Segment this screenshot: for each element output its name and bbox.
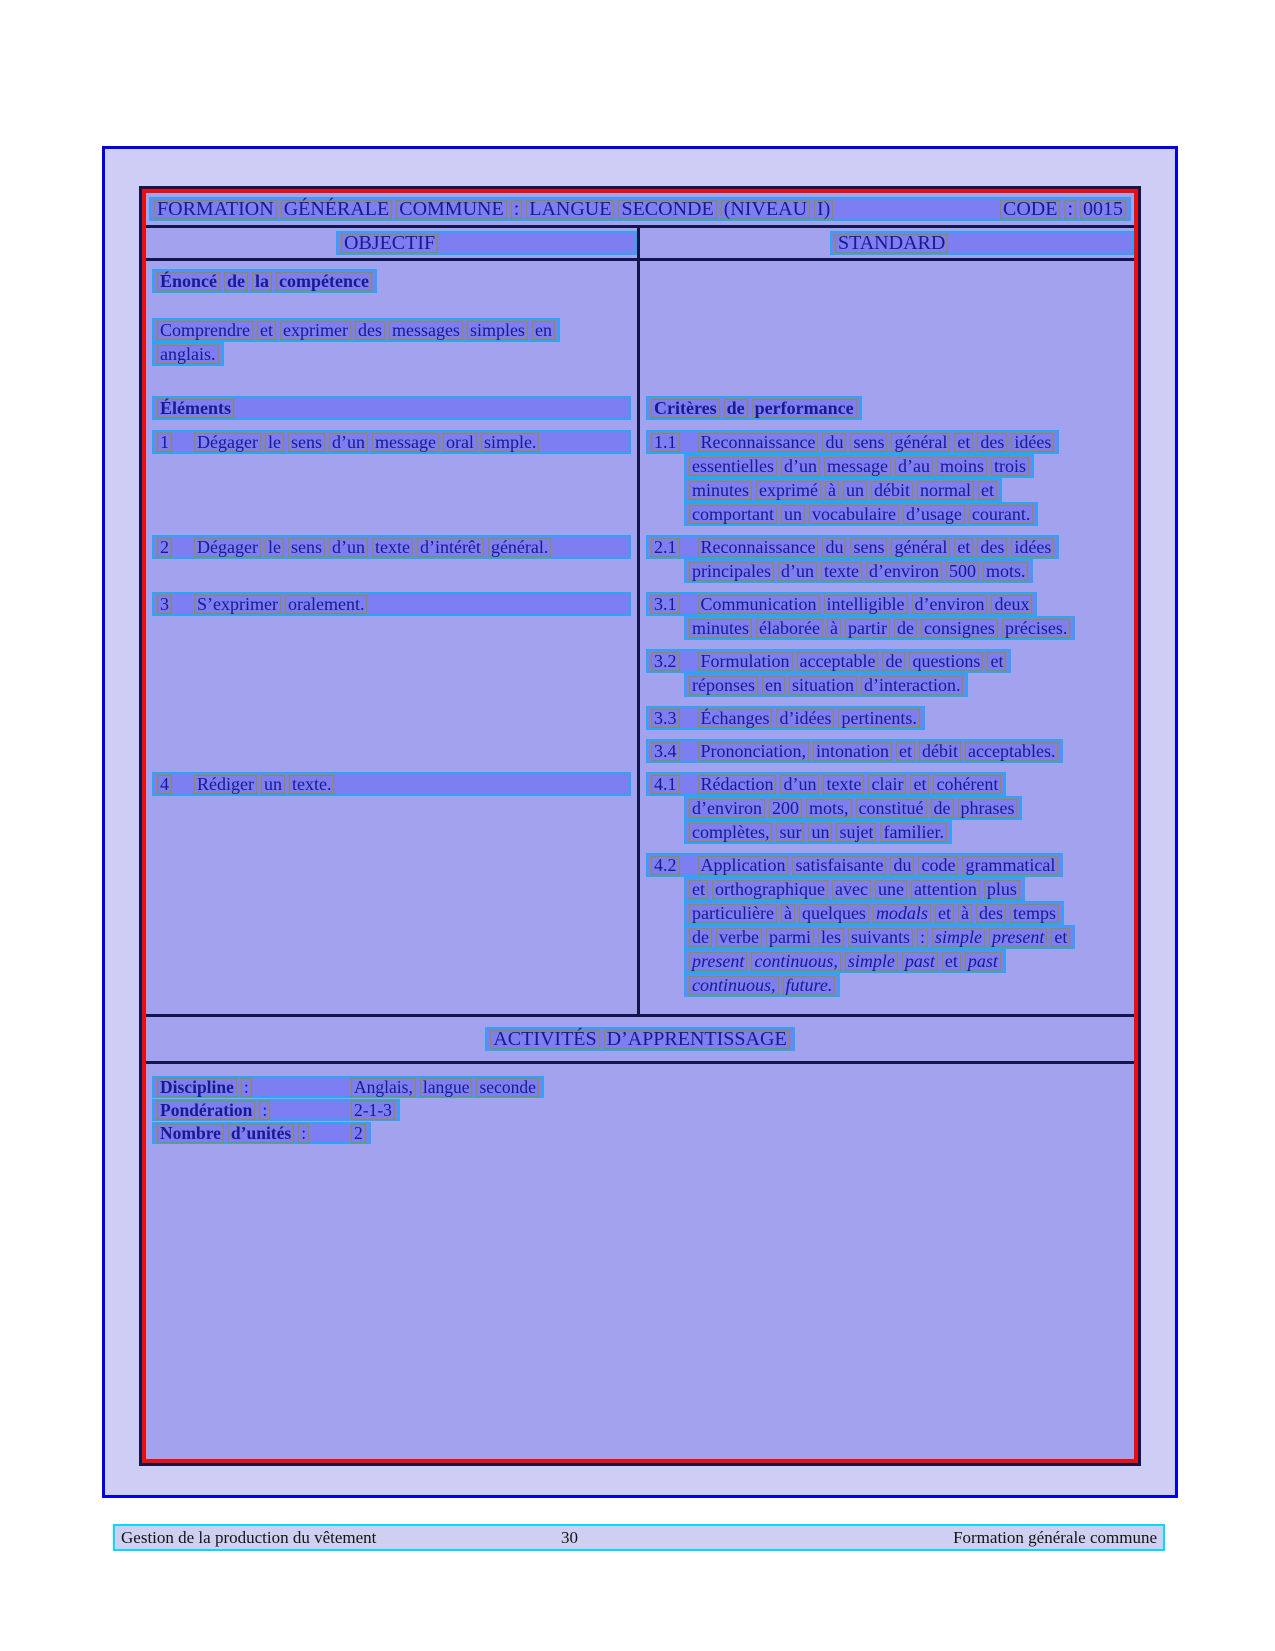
word: élaborée [756, 619, 823, 638]
text-line-box [646, 853, 1063, 877]
word: 3.1 [651, 595, 680, 614]
objectif-item [152, 592, 631, 616]
word: et [954, 433, 973, 452]
objectif-column-header [336, 231, 637, 255]
word: à [827, 619, 841, 638]
word: D’APPRENTISSAGE [604, 1030, 790, 1049]
standard-column-header [830, 231, 1134, 255]
word: le [265, 538, 284, 557]
objectif-item [152, 535, 631, 559]
criteria-line [646, 502, 1128, 526]
word: grammatical [962, 856, 1058, 875]
word: vocabulaire [809, 505, 899, 524]
word: Reconnaissance [698, 433, 819, 452]
text-line-box [646, 649, 1011, 673]
word: normal [917, 481, 974, 500]
word: : [511, 200, 523, 219]
word: réponses [689, 676, 758, 695]
word: des [977, 538, 1007, 557]
detail-line-box [152, 1099, 400, 1121]
word: Énoncé [157, 272, 220, 291]
word: pertinents. [838, 709, 919, 728]
text-line-box [684, 925, 1075, 949]
word: intonation [813, 742, 892, 761]
word: complètes, [689, 823, 772, 842]
word: SECONDE [618, 200, 716, 219]
word: Anglais, [351, 1078, 416, 1097]
word: courant. [969, 505, 1033, 524]
document-title-line [149, 197, 1131, 221]
word: Dégager [194, 433, 261, 452]
word: S’exprimer [194, 595, 281, 614]
word: partir [845, 619, 890, 638]
word: d’environ [866, 562, 942, 581]
text-line-box [152, 269, 377, 293]
word: et [910, 775, 929, 794]
word: continuous, [751, 952, 841, 971]
code-group [1000, 197, 1126, 220]
word: anglais. [157, 345, 219, 364]
word: des [355, 321, 385, 340]
enonce-paragraph-line [152, 342, 631, 366]
word: texte [823, 775, 864, 794]
word: Comprendre [157, 321, 253, 340]
word: sur [776, 823, 804, 842]
criteria-line [646, 649, 1128, 673]
word: exprimé [756, 481, 821, 500]
word: et [1051, 928, 1070, 947]
criteria-line [646, 454, 1128, 478]
criteria-block [646, 430, 1128, 526]
word: STANDARD [835, 234, 948, 253]
word: 500 [946, 562, 979, 581]
word: et [942, 952, 961, 971]
criteria-line [646, 853, 1128, 877]
word: d’environ [912, 595, 988, 614]
word: deux [991, 595, 1032, 614]
word: 2 [157, 538, 172, 557]
word: sujet [836, 823, 876, 842]
criteria-block [646, 592, 1128, 640]
word: 3.3 [651, 709, 680, 728]
word: messages [389, 321, 463, 340]
word: et [954, 538, 973, 557]
word: ACTIVITÉS [490, 1030, 599, 1049]
word: général. [488, 538, 551, 557]
word: COMMUNE [396, 200, 506, 219]
word: 3 [157, 595, 172, 614]
word: 1 [157, 433, 172, 452]
word: orthographique [712, 880, 828, 899]
word: et [257, 321, 276, 340]
word: d’un [329, 538, 368, 557]
word: en [532, 321, 555, 340]
text-line-box [684, 949, 1006, 973]
word: message [372, 433, 439, 452]
word: Dégager [194, 538, 261, 557]
main-content-row [146, 261, 1134, 1017]
word: Discipline [157, 1078, 237, 1097]
word: : [241, 1078, 252, 1097]
word: Rédiger [194, 775, 257, 794]
word: past [902, 952, 938, 971]
objectif-item [152, 430, 631, 454]
word: essentielles [689, 457, 777, 476]
text-line-box [646, 592, 1037, 616]
text-line-box [152, 772, 631, 796]
criteria-line [646, 877, 1128, 901]
criteria-line [646, 535, 1128, 559]
column-header-row [146, 228, 1134, 261]
word: et [978, 481, 997, 500]
criteria-line [646, 925, 1128, 949]
criteria-line [646, 739, 1128, 763]
footer-document-title: Gestion de la production du vêtement [121, 1527, 377, 1547]
elements-header [152, 396, 631, 420]
detail-label [157, 1101, 347, 1120]
word: OBJECTIF [341, 234, 438, 253]
word: et [896, 742, 915, 761]
word: attention [911, 880, 980, 899]
word: à [825, 481, 839, 500]
word: à [958, 904, 972, 923]
text-line-box [684, 796, 1022, 820]
word: 3.2 [651, 652, 680, 671]
criteria-line [646, 772, 1128, 796]
word: d’interaction. [861, 676, 963, 695]
word: GÉNÉRALE [281, 200, 393, 219]
word: minutes [689, 619, 752, 638]
word: message [824, 457, 891, 476]
word: LANGUE [526, 200, 614, 219]
criteria-line [646, 901, 1128, 925]
word: cohérent [933, 775, 1001, 794]
word: d’intérêt [417, 538, 484, 557]
word: intelligible [824, 595, 908, 614]
text-line-box [646, 772, 1006, 796]
word: Critères [651, 399, 720, 418]
page-panel [102, 146, 1178, 1498]
word: 1.1 [651, 433, 680, 452]
word: mots, [806, 799, 852, 818]
word: satisfaisante [792, 856, 886, 875]
word: 0015 [1080, 200, 1126, 219]
word: trois [991, 457, 1029, 476]
word: 2 [351, 1124, 366, 1143]
text-line-box [684, 877, 1025, 901]
word: mots. [983, 562, 1029, 581]
detail-line-box [152, 1076, 544, 1098]
word: texte. [289, 775, 334, 794]
objectif-cell [146, 261, 640, 1014]
word: situation [789, 676, 857, 695]
criteria-line [646, 673, 1128, 697]
criteria-line [646, 949, 1128, 973]
word: temps [1010, 904, 1059, 923]
criteria-line [646, 796, 1128, 820]
word: code [918, 856, 958, 875]
word: future. [783, 976, 836, 995]
word: verbe [716, 928, 762, 947]
detail-line [152, 1076, 1134, 1099]
detail-line-box [152, 1122, 371, 1144]
word: oralement. [285, 595, 367, 614]
word: compétence [276, 272, 372, 291]
word: d’un [329, 433, 368, 452]
text-line-box [646, 535, 1059, 559]
word: : [917, 928, 928, 947]
word: des [976, 904, 1006, 923]
word: simple [932, 928, 985, 947]
detail-label [157, 1078, 347, 1097]
objectif-header-cell [146, 228, 640, 258]
word: général [891, 433, 950, 452]
word: principales [689, 562, 774, 581]
word: continuous, [689, 976, 779, 995]
word: present [689, 952, 747, 971]
word: acceptable [797, 652, 879, 671]
word: past [965, 952, 1001, 971]
detail-label [157, 1124, 347, 1143]
word: d’environ [689, 799, 765, 818]
word: les [818, 928, 844, 947]
word: et [689, 880, 708, 899]
word: langue [420, 1078, 473, 1097]
word: sens [850, 538, 887, 557]
criteres-header [646, 396, 1128, 420]
criteria-line [646, 820, 1128, 844]
criteria-line [646, 559, 1128, 583]
word: Formulation [698, 652, 793, 671]
text-line-box [646, 396, 862, 420]
footer-section-title: Formation générale commune [953, 1527, 1157, 1547]
word: suivants [848, 928, 913, 947]
word: idées [1011, 433, 1054, 452]
word: un [808, 823, 832, 842]
table-title-row [146, 193, 1134, 228]
word: d’un [780, 775, 819, 794]
enonce-title [152, 269, 631, 293]
page-footer [113, 1524, 1165, 1551]
word: I) [814, 200, 833, 219]
word: avec [832, 880, 871, 899]
word: de [724, 399, 748, 418]
word: quelques [799, 904, 869, 923]
program-table [142, 189, 1138, 1463]
criteria-line [646, 430, 1128, 454]
text-line-box [684, 559, 1033, 583]
criteria-block [646, 739, 1128, 763]
word: texte [372, 538, 413, 557]
word: Communication [698, 595, 820, 614]
word: Éléments [157, 399, 234, 418]
word: : [298, 1124, 309, 1143]
text-line-box [684, 502, 1038, 526]
detail-line [152, 1099, 1134, 1122]
word: clair [868, 775, 906, 794]
word: 2.1 [651, 538, 680, 557]
text-line-box [646, 739, 1063, 763]
word: d’un [781, 457, 820, 476]
word: du [890, 856, 914, 875]
word: questions [909, 652, 983, 671]
word: 2-1-3 [351, 1101, 395, 1120]
objectif-item [152, 772, 631, 796]
word: Prononciation, [698, 742, 810, 761]
text-line-box [684, 454, 1034, 478]
word: une [875, 880, 907, 899]
text-line-box [152, 592, 631, 616]
word: Application [698, 856, 789, 875]
word: général [891, 538, 950, 557]
word: : [1064, 200, 1076, 219]
word: en [762, 676, 785, 695]
word: simple. [481, 433, 540, 452]
word: moins [937, 457, 987, 476]
detail-line [152, 1122, 1134, 1145]
word: à [781, 904, 795, 923]
text-line-box [152, 396, 631, 420]
word: comportant [689, 505, 777, 524]
text-line-box [684, 616, 1075, 640]
text-line-box [684, 478, 1002, 502]
criteria-block [646, 853, 1128, 997]
word: la [252, 272, 272, 291]
word: de [894, 619, 917, 638]
word: sens [288, 538, 325, 557]
word: (NIVEAU [721, 200, 810, 219]
word: un [843, 481, 867, 500]
word: acceptables. [965, 742, 1058, 761]
word: simples [467, 321, 528, 340]
standard-cell [640, 261, 1134, 1014]
word: de [882, 652, 905, 671]
word: performance [752, 399, 857, 418]
criteria-block [646, 649, 1128, 697]
word: 4.1 [651, 775, 680, 794]
standard-header-cell [640, 228, 1134, 258]
word: simple [845, 952, 898, 971]
word: particulière [689, 904, 777, 923]
text-line-box [684, 973, 840, 997]
word: débit [871, 481, 913, 500]
word: de [931, 799, 954, 818]
word: et [935, 904, 954, 923]
word: 4.2 [651, 856, 680, 875]
text-line-box [684, 820, 952, 844]
enonce-paragraph-line [152, 318, 631, 342]
word: des [977, 433, 1007, 452]
word: Rédaction [698, 775, 777, 794]
word: texte [821, 562, 862, 581]
activities-row [146, 1017, 1134, 1064]
word: exprimer [280, 321, 351, 340]
word: sens [850, 433, 887, 452]
criteria-block [646, 706, 1128, 730]
details-row [146, 1064, 1134, 1459]
text-line-box [152, 318, 560, 342]
word: du [822, 538, 846, 557]
word: phrases [958, 799, 1018, 818]
word: le [265, 433, 284, 452]
word: d’un [778, 562, 817, 581]
word: un [261, 775, 285, 794]
program-table-outer-border [139, 186, 1141, 1466]
word: Pondération [157, 1101, 255, 1120]
word: d’usage [903, 505, 965, 524]
criteria-line [646, 592, 1128, 616]
text-line-box [152, 430, 631, 454]
word: d’au [895, 457, 933, 476]
word: sens [288, 433, 325, 452]
word: du [822, 433, 846, 452]
text-line-box [684, 901, 1064, 925]
word: parmi [766, 928, 814, 947]
word: un [781, 505, 805, 524]
word: FORMATION [154, 200, 277, 219]
word: constitué [856, 799, 927, 818]
criteria-block [646, 772, 1128, 844]
word: minutes [689, 481, 752, 500]
word: familier. [880, 823, 946, 842]
footer-page-number: 30 [561, 1527, 578, 1547]
word: Nombre [157, 1124, 224, 1143]
word: et [987, 652, 1006, 671]
text-line-box [152, 342, 224, 366]
activities-title [485, 1027, 794, 1051]
criteria-block [646, 535, 1128, 583]
criteria-line [646, 973, 1128, 997]
word: Échanges [698, 709, 773, 728]
word: de [689, 928, 712, 947]
word: plus [984, 880, 1020, 899]
word: de [224, 272, 248, 291]
word: CODE [1000, 200, 1060, 219]
word: modals [873, 904, 931, 923]
word: Reconnaissance [698, 538, 819, 557]
word: : [259, 1101, 270, 1120]
criteria-line [646, 706, 1128, 730]
criteria-line [646, 478, 1128, 502]
word: idées [1011, 538, 1054, 557]
word: débit [919, 742, 961, 761]
criteria-line [646, 616, 1128, 640]
word: present [989, 928, 1047, 947]
text-line-box [646, 706, 925, 730]
word: seconde [476, 1078, 538, 1097]
word: 3.4 [651, 742, 680, 761]
word: précises. [1002, 619, 1070, 638]
text-line-box [152, 535, 631, 559]
word: d’idées [776, 709, 834, 728]
word: 200 [769, 799, 802, 818]
word: 4 [157, 775, 172, 794]
word: consignes [921, 619, 998, 638]
word: d’unités [228, 1124, 294, 1143]
text-line-box [684, 673, 968, 697]
word: oral [443, 433, 477, 452]
text-line-box [646, 430, 1059, 454]
